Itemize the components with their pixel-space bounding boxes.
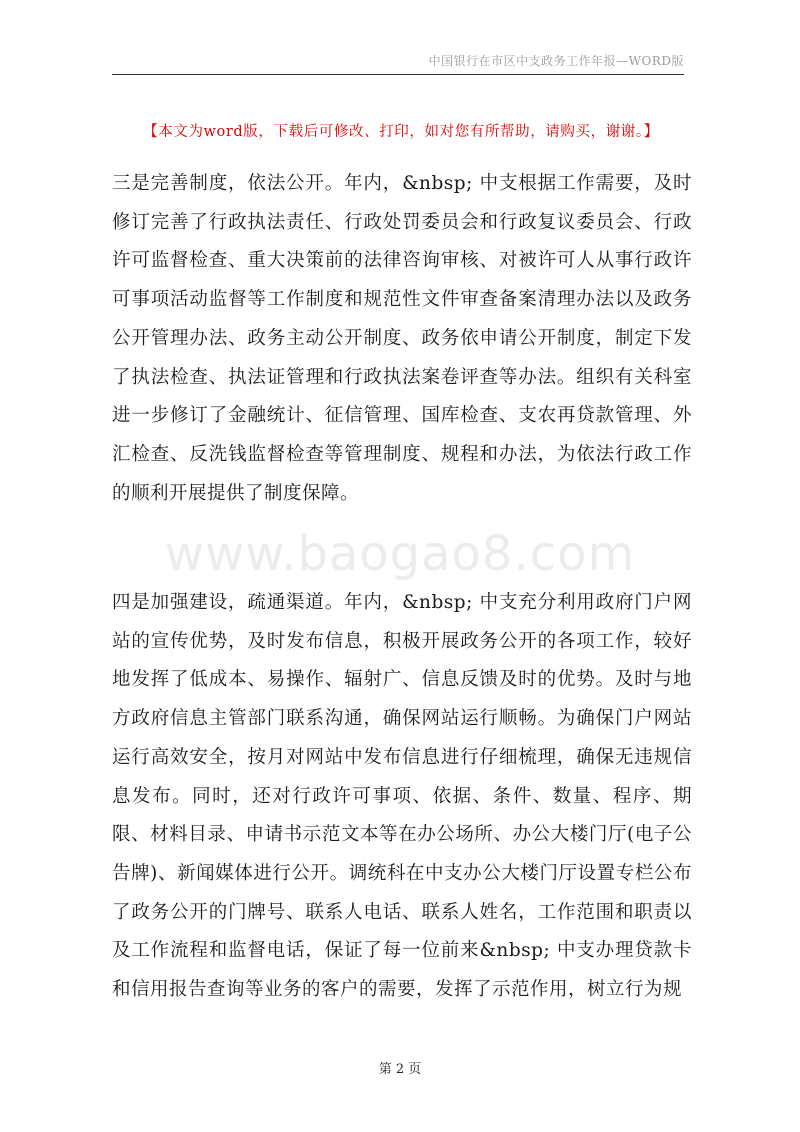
paragraph-strengthen-construction: 四是加强建设，疏通渠道。年内，&nbsp; 中支充分利用政府门户网站的宣传优势，及时发布信息，积极开展政务公开的各项工作，较好地发挥了低成本、易操作、辐射广、信息反馈及时的优势。及时与地方政府信息主管部门联系沟通，确保网站运行顺畅。为确保门户网站运行高效安全，按月对网站中发布信息进行仔细梳理，确保无违规信息发布。同时，还对行政许可事项、依据、条件、数量、程序、期限、材料目录、申请书示范文本等在办公场所、办公大楼门厅(电子公告牌)、新闻媒体进行公开。调统科在中支办公大楼门厅设置专栏公布了政务公开的门牌号、联系人电话、联系人姓名，工作范围和职责以及工作流程和监督电话，保证了每一位前来&nbsp; 中支办理贷款卡和信用报告查询等业务的客户的需要，发挥了示范作用，树立行为规 xyxy=(112,592,692,1001)
header-divider xyxy=(112,74,684,75)
page-header-title: 中国银行在市区中支政务工作年报—WORD版 xyxy=(428,54,684,68)
download-notice: 【本文为word版，下载后可修改、打印，如对您有所帮助，请购买，谢谢。】 xyxy=(143,124,659,140)
paragraph-improve-system: 三是完善制度，依法公开。年内，&nbsp; 中支根据工作需要，及时修订完善了行政执法责任、行政处罚委员会和行政复议委员会、行政许可监督检查、重大决策前的法律咨询审核、对被许可人从事行政许可事项活动监督等工作制度和规范性文件审查备案清理办法以及政务公开管理办法、政务主动公开制度、政务依申请公开制度，制定下发了执法检查、执法证管理和行政执法案卷评查等办法。组织有关科室进一步修订了金融统计、征信管理、国库检查、支农再贷款管理、外汇检查、反洗钱监督检查等管理制度、规程和办法，为依法行政工作的顺利开展提供了制度保障。 xyxy=(112,173,692,504)
watermark: www.baogao8.com xyxy=(164,526,636,582)
page-number: 第 2 页 xyxy=(378,1062,422,1077)
